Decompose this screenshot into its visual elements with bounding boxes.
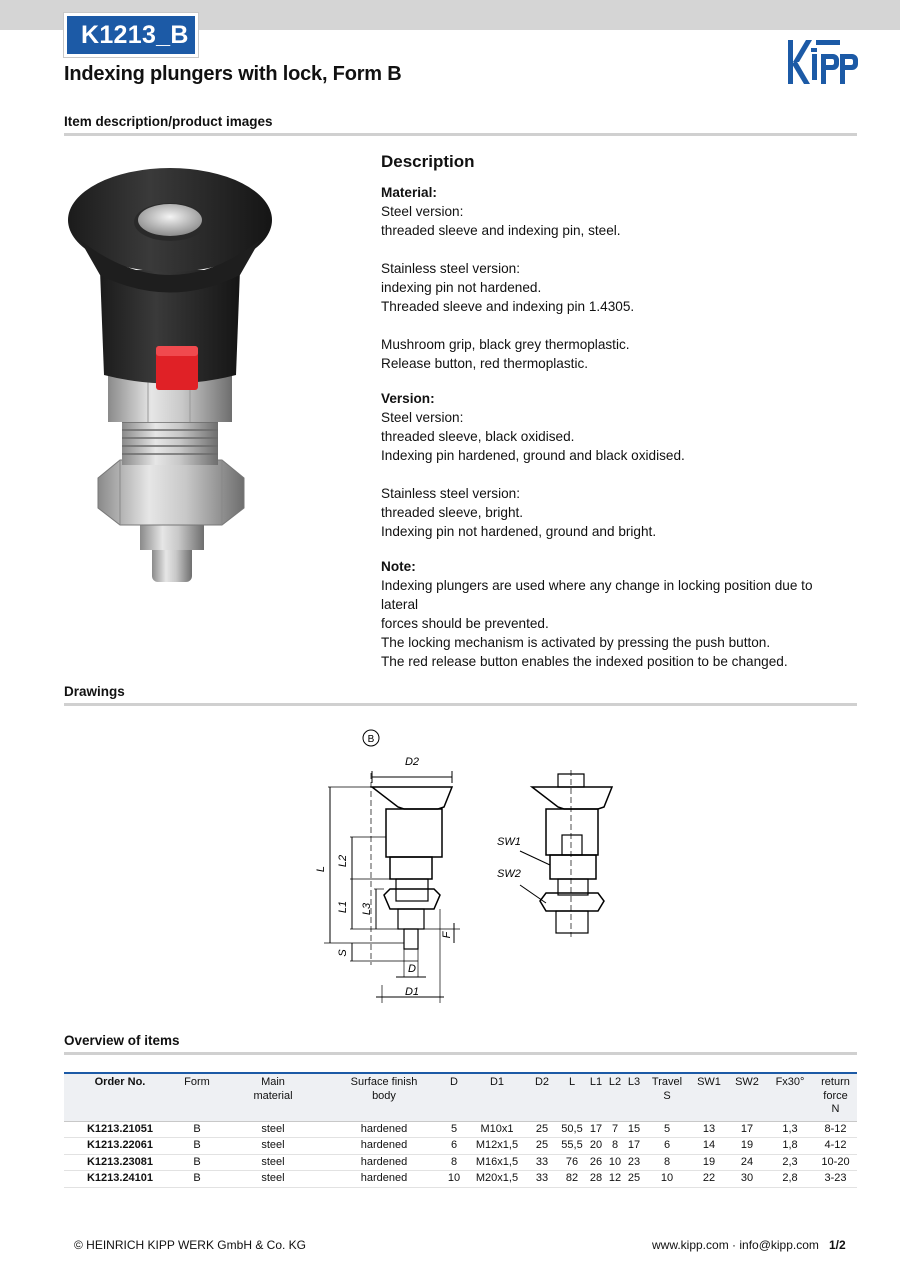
dim-L1: L1 — [337, 900, 349, 914]
dim-SW1: SW1 — [497, 836, 521, 848]
note-label: Note: — [381, 559, 416, 574]
note-line: forces should be prevented. — [381, 616, 549, 631]
col-L: L — [558, 1073, 586, 1121]
col-D2: D2 — [526, 1073, 558, 1121]
footer-contact-link[interactable]: www.kipp.com · info@kipp.com — [652, 1238, 819, 1252]
col-fx30: Fx30° — [766, 1073, 814, 1121]
version-label: Version: — [381, 391, 435, 406]
col-main-material: Main material — [218, 1073, 328, 1121]
footer-copyright: © HEINRICH KIPP WERK GmbH & Co. KG — [74, 1238, 306, 1252]
col-D1: D1 — [468, 1073, 526, 1121]
technical-drawing — [310, 725, 620, 1010]
col-surface-finish: Surface finish body — [328, 1073, 440, 1121]
items-table — [64, 1072, 857, 1188]
col-SW2: SW2 — [728, 1073, 766, 1121]
version-line: Steel version: — [381, 410, 464, 425]
section-overview: Overview of items — [64, 1033, 857, 1055]
dim-SW2: SW2 — [497, 868, 521, 880]
table-row: K1213.22061 B steel hardened 6 M12x1,5 25 55,5 20 8 17 6 14 19 1,8 4-12 — [64, 1138, 857, 1155]
material-line: Steel version: — [381, 204, 464, 219]
table-header-row — [64, 1073, 857, 1121]
form-label: B — [367, 734, 375, 745]
col-L2: L2 — [606, 1073, 624, 1121]
col-D: D — [440, 1073, 468, 1121]
dim-D1: D1 — [404, 986, 420, 998]
dim-L: L — [315, 865, 327, 873]
col-return-force: return force N — [814, 1073, 857, 1121]
col-SW1: SW1 — [690, 1073, 728, 1121]
product-image — [60, 160, 280, 590]
section-item-description: Item description/product images — [64, 114, 857, 136]
note-line: The red release button enables the indexed position to be changed. — [381, 654, 788, 669]
col-travel: Travel S — [644, 1073, 690, 1121]
article-badge: K1213_B — [64, 13, 198, 57]
version-line: threaded sleeve, black oxidised. — [381, 429, 575, 444]
note-line: Indexing plungers are used where any change in locking position due to lateral — [381, 578, 813, 612]
description-block — [381, 152, 851, 671]
material-line: Stainless steel version: — [381, 261, 521, 276]
dim-L2: L2 — [337, 854, 349, 868]
material-label: Material: — [381, 185, 437, 200]
material-line: Mushroom grip, black grey thermoplastic. — [381, 337, 630, 352]
description-heading: Description — [381, 152, 475, 171]
note-line: The locking mechanism is activated by pressing the push button. — [381, 635, 771, 650]
version-line: Indexing pin hardened, ground and black oxidised. — [381, 448, 685, 463]
kipp-logo — [782, 36, 860, 94]
col-L3: L3 — [624, 1073, 644, 1121]
material-line: threaded sleeve and indexing pin, steel. — [381, 223, 621, 238]
page-title: Indexing plungers with lock, Form B — [64, 63, 402, 85]
dim-S: S — [337, 949, 349, 957]
version-line: Indexing pin not hardened, ground and bright. — [381, 524, 657, 539]
col-form: Form — [176, 1073, 218, 1121]
version-line: Stainless steel version: — [381, 486, 521, 501]
dim-D2: D2 — [404, 756, 420, 768]
table-row: K1213.24101 B steel hardened 10 M20x1,5 33 82 28 12 25 10 22 30 2,8 3-23 — [64, 1171, 857, 1188]
col-L1: L1 — [586, 1073, 606, 1121]
page-number: 1/2 — [829, 1238, 846, 1252]
dim-D: D — [408, 963, 416, 975]
table-row: K1213.23081 B steel hardened 8 M16x1,5 33 76 26 10 23 8 19 24 2,3 10-20 — [64, 1154, 857, 1171]
material-line: indexing pin not hardened. — [381, 280, 542, 295]
dim-L3: L3 — [361, 902, 373, 916]
table-row: K1213.21051 B steel hardened 5 M10x1 25 50,5 17 7 15 5 13 17 1,3 8-12 — [64, 1121, 857, 1138]
col-order-no: Order No. — [64, 1073, 176, 1121]
material-line: Release button, red thermoplastic. — [381, 356, 589, 371]
version-line: threaded sleeve, bright. — [381, 505, 524, 520]
dim-F: F — [441, 931, 453, 939]
material-line: Threaded sleeve and indexing pin 1.4305. — [381, 299, 635, 314]
section-drawings: Drawings — [64, 684, 857, 706]
